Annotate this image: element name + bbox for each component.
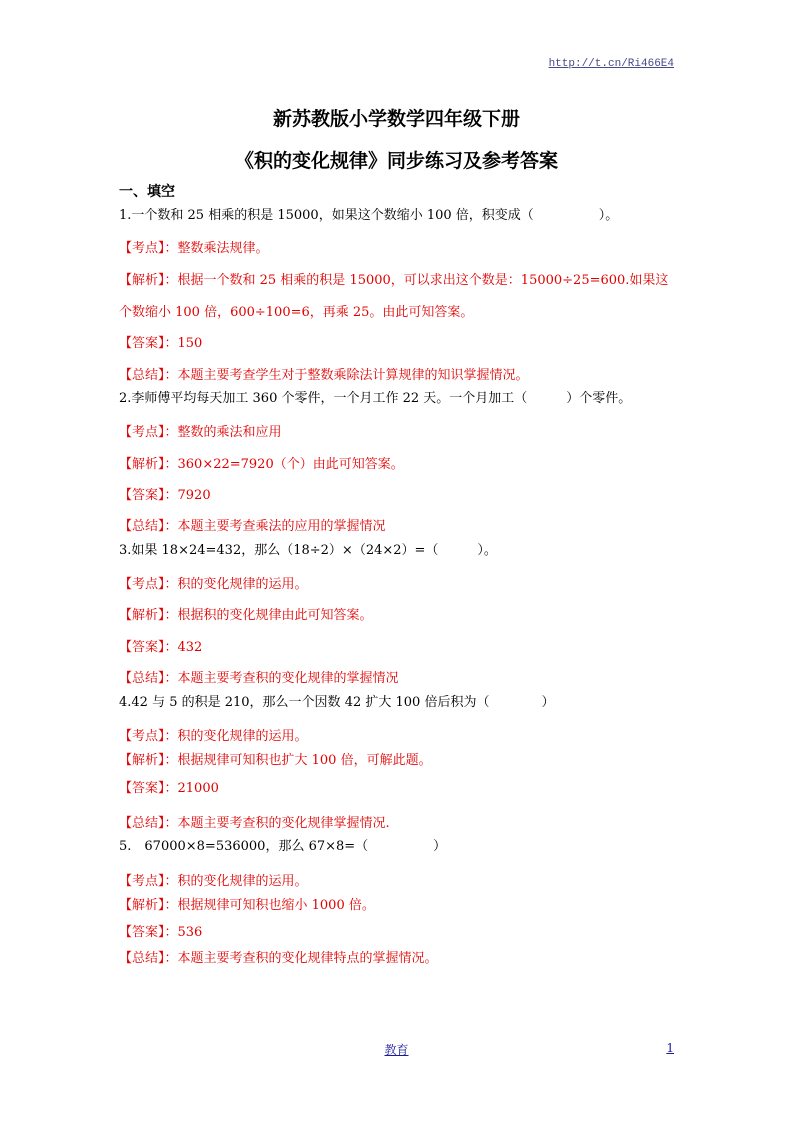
answer-3: 【答案】：432 (119, 640, 203, 655)
analysis-2: 【解析】：360×22=7920（个）由此可知答案。 (119, 457, 404, 472)
point-3: 【考点】：积的变化规律的运用。 (119, 577, 308, 592)
analysis-4: 【解析】：根据规律可知积也扩大 100 倍，可解此题。 (119, 753, 432, 768)
footer-link[interactable]: 教育 (384, 1043, 409, 1057)
analysis-1-line-1: 【解析】：根据一个数和 25 相乘的积是 15000，可以求出这个数是：15000÷25=600.如果这 (119, 273, 669, 288)
summary-1: 【总结】：本题主要考查学生对于整数乘除法计算规律的知识掌握情况。 (119, 368, 529, 383)
question-2: 2.李师傅平均每天加工 360 个零件，一个月工作 22 天。一个月加工（ ）个零件。 (119, 391, 632, 406)
answer-2: 【答案】：7920 (119, 488, 211, 503)
point-5: 【考点】：积的变化规律的运用。 (119, 874, 308, 889)
summary-5: 【总结】：本题主要考查积的变化规律特点的掌握情况。 (119, 951, 438, 966)
answer-4: 【答案】：21000 (119, 781, 219, 796)
question-5: 5. 67000×8=536000，那么 67×8=（ ） (119, 839, 447, 854)
analysis-5: 【解析】：根据规律可知积也缩小 1000 倍。 (119, 898, 375, 913)
section-heading: 一、填空 (119, 184, 175, 200)
analysis-3: 【解析】：根据积的变化规律由此可知答案。 (119, 608, 373, 623)
point-1: 【考点】：整数乘法规律。 (119, 241, 269, 256)
question-3: 3.如果 18×24=432，那么（18÷2）×（24×2）=（ ）。 (119, 543, 497, 558)
question-4: 4.42 与 5 的积是 210，那么一个因数 42 扩大 100 倍后积为（ ） (119, 695, 555, 710)
page-number[interactable]: 1 (666, 1041, 674, 1055)
header-link[interactable]: http://t.cn/Ri466E4 (548, 58, 674, 70)
summary-3: 【总结】：本题主要考查积的变化规律的掌握情况 (119, 671, 399, 686)
question-1: 1.一个数和 25 相乘的积是 15000，如果这个数缩小 100 倍，积变成（ ）。 (119, 208, 619, 223)
summary-4: 【总结】：本题主要考查积的变化规律掌握情况. (119, 816, 390, 831)
analysis-1-line-2: 个数缩小 100 倍，600÷100=6，再乘 25。由此可知答案。 (119, 305, 474, 320)
answer-5: 【答案】：536 (119, 925, 203, 940)
point-2: 【考点】：整数的乘法和应用 (119, 425, 282, 440)
answer-1: 【答案】：150 (119, 336, 203, 351)
document-subtitle: 《积的变化规律》同步练习及参考答案 (234, 150, 558, 172)
summary-2: 【总结】：本题主要考查乘法的应用的掌握情况 (119, 519, 386, 534)
document-title: 新苏教版小学数学四年级下册 (272, 108, 520, 130)
point-4: 【考点】：积的变化规律的运用。 (119, 729, 308, 744)
